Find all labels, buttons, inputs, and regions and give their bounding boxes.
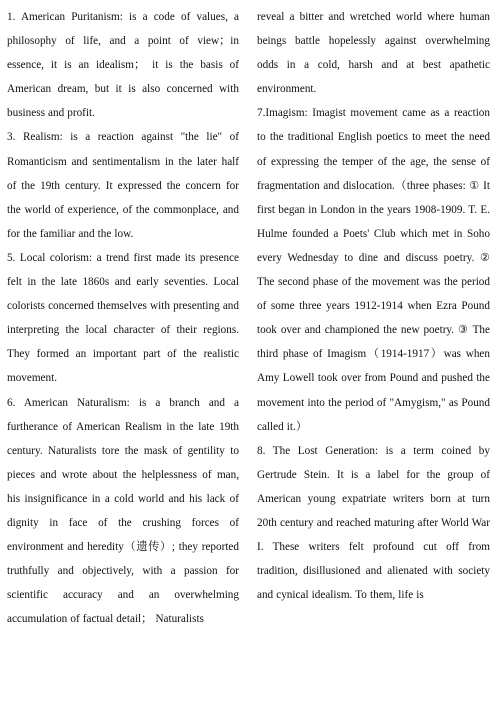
definition-american-puritanism: 1. American Puritanism: is a code of values, a philosophy of life, and a point of view；in essence, it is an idealism； it is the basis of American dream, but it is also concerned with business and profit. (7, 11, 239, 120)
definition-american-naturalism: 6. American Naturalism: is a branch and a furtherance of American Realism in the late 19th century. Naturalists tore the mask of gentility to pieces and wrote about the helplessness of man, his insignificance in a cold world and his lack of dignity in face of the crushing forces of environment and heredity（遗传）; they reported truthfully and objectively, with a passion for scientific accuracy and an overwhelming accumulation of factual detail； Naturalists (7, 396, 239, 626)
definition-imagism: 7.Imagism: Imagist movement came as a reaction to the traditional English poetics to meet the need of expressing the temper of the age, the sense of fragmentation and dislocation.（three phases: ① It first began in London in the years 1908-1909. T. E. Hulme founded a Poets' Club which met in Soho every Wednesday to dine and discuss poetry. ② The second phase of the movement was the period of some three years 1912-1914 when Ezra Pound took over and championed the new poetry. ③ The third phase of Imagism（1914-1917）was when Amy Lowell took over from Pound and pushed the movement into the period of "Amygism," as Pound called it.） (257, 107, 490, 433)
definition-lost-generation: 8. The Lost Generation: is a term coined by Gertrude Stein. It is a label for the group of American young expatriate writers born at turn 20th century and reached maturing after World War I. These writers felt profound cut off from tradition, disillusioned and alienated with society and cynical idealism. To them, life is (257, 444, 490, 602)
naturalism-continuation: reveal a bitter and wretched world where human beings battle hopelessly against overwhelming odds in a cold, harsh and at best apathetic environment. (257, 11, 490, 96)
definition-realism: 3. Realism: is a reaction against "the lie" of Romanticism and sentimentalism in the later half of the 19th century. It expressed the concern for the world of experience, of the commonplace, and for the familiar and the low. (7, 131, 239, 240)
left-column (7, 5, 239, 631)
right-column (257, 5, 490, 607)
definition-local-colorism: 5. Local colorism: a trend first made its presence felt in the late 1860s and early seventies. Local colorists concerned themselves with presenting and interpreting the local character of their regions. They formed an important part of the realistic movement. (7, 251, 239, 385)
